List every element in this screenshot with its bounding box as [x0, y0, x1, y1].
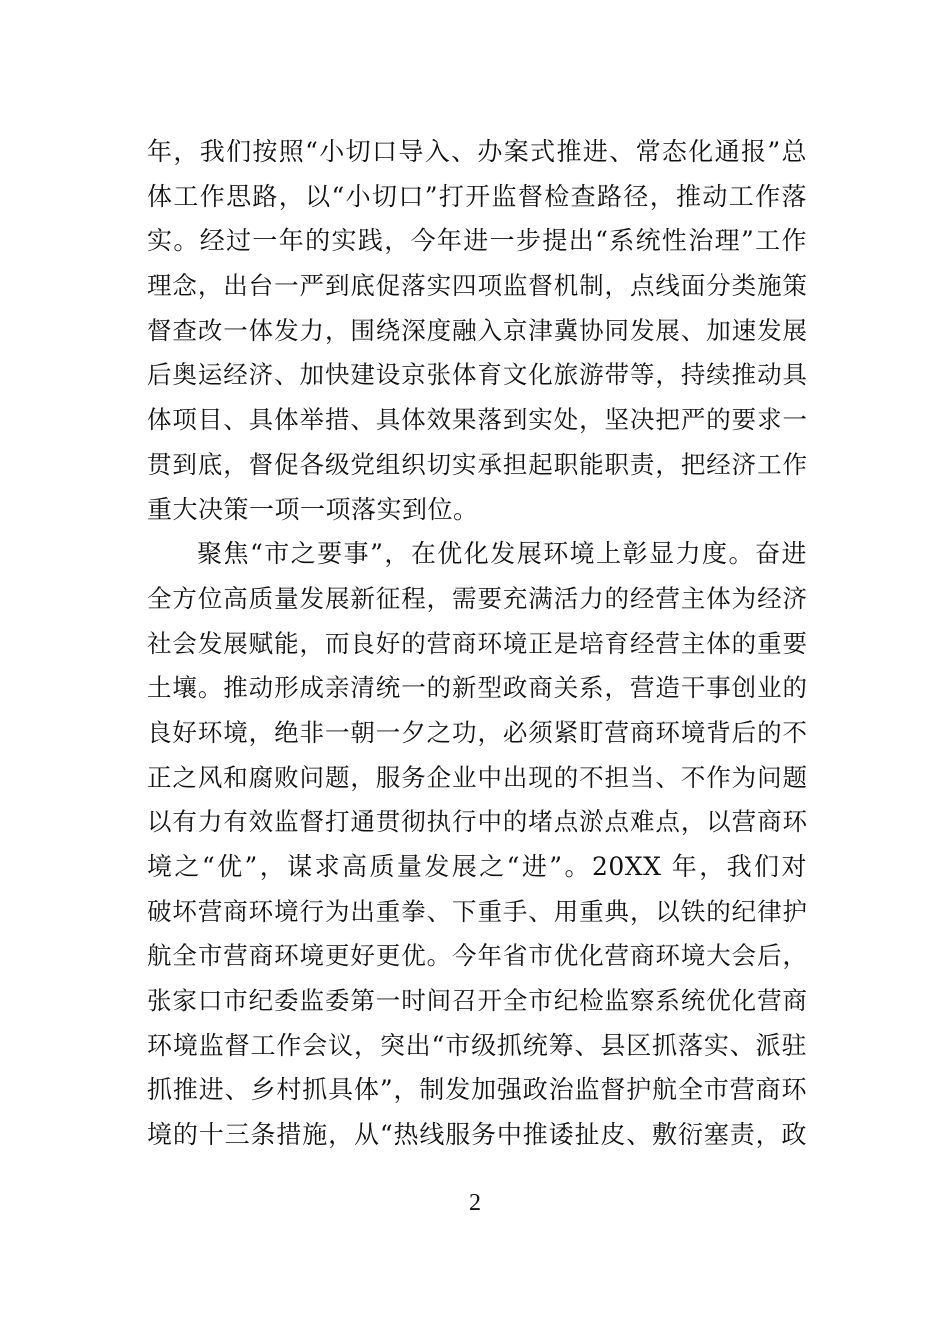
- text-line: 年，我们按照“小切口导入、办案式推进、常态化通报”总: [147, 137, 807, 166]
- text-line: 贯到底，督促各级党组织切实承担起职能职责，把经济工作: [147, 449, 807, 479]
- page-number: 2: [469, 1190, 481, 1216]
- text-line: 正之风和腐败问题，服务企业中出现的不担当、不作为问题: [147, 762, 807, 792]
- text-line: 良好环境，绝非一朝一夕之功，必须紧盯营商环境背后的不: [147, 717, 807, 747]
- text-line: 督查改一体发力，围绕深度融入京津冀协同发展、加速发展: [147, 315, 807, 345]
- body-text: [147, 130, 807, 1158]
- text-line: 土壤。推动形成亲清统一的新型政商关系，营造干事创业的: [147, 673, 807, 703]
- text-line: 境的十三条措施，从“热线服务中推诿扯皮、敷衍塞责，政: [147, 1120, 807, 1150]
- text-line: 张家口市纪委监委第一时间召开全市纪检监察系统优化营商: [147, 986, 807, 1016]
- text-line: 后奥运经济、加快建设京张体育文化旅游带等，持续推动具: [147, 360, 807, 390]
- text-line: 以有力有效监督打通贯彻执行中的堵点淤点难点，以营商环: [147, 807, 807, 837]
- text-line: 理念，出台一严到底促落实四项监督机制，点线面分类施策: [147, 271, 807, 301]
- text-line: 实。经过一年的实践，今年进一步提出“系统性治理”工作: [147, 226, 807, 256]
- paragraph-2: [147, 532, 807, 1158]
- text-line: 重大决策一项一项落实到位。: [147, 494, 479, 524]
- text-line: 抓推进、乡村抓具体”，制发加强政治监督护航全市营商环: [147, 1075, 807, 1105]
- text-line: 聚焦“市之要事”，在优化发展环境上彰显力度。奋进: [197, 539, 807, 569]
- text-line: 社会发展赋能，而良好的营商环境正是培育经营主体的重要: [147, 628, 807, 658]
- text-line: 境之“优”，谋求高质量发展之“进”。20XX 年，我们对: [147, 852, 807, 881]
- paragraph-1: [147, 130, 807, 532]
- text-line: 体项目、具体举措、具体效果落到实处，坚决把严的要求一: [147, 405, 807, 435]
- text-line: 航全市营商环境更好更优。今年省市优化营商环境大会后，: [147, 941, 807, 971]
- text-line: 体工作思路，以“小切口”打开监督检查路径，推动工作落: [147, 181, 807, 211]
- text-line: 全方位高质量发展新征程，需要充满活力的经营主体为经济: [147, 583, 807, 613]
- text-line: 破坏营商环境行为出重拳、下重手、用重典，以铁的纪律护: [147, 896, 807, 926]
- text-line: 环境监督工作会议，突出“市级抓统筹、县区抓落实、派驻: [147, 1030, 807, 1060]
